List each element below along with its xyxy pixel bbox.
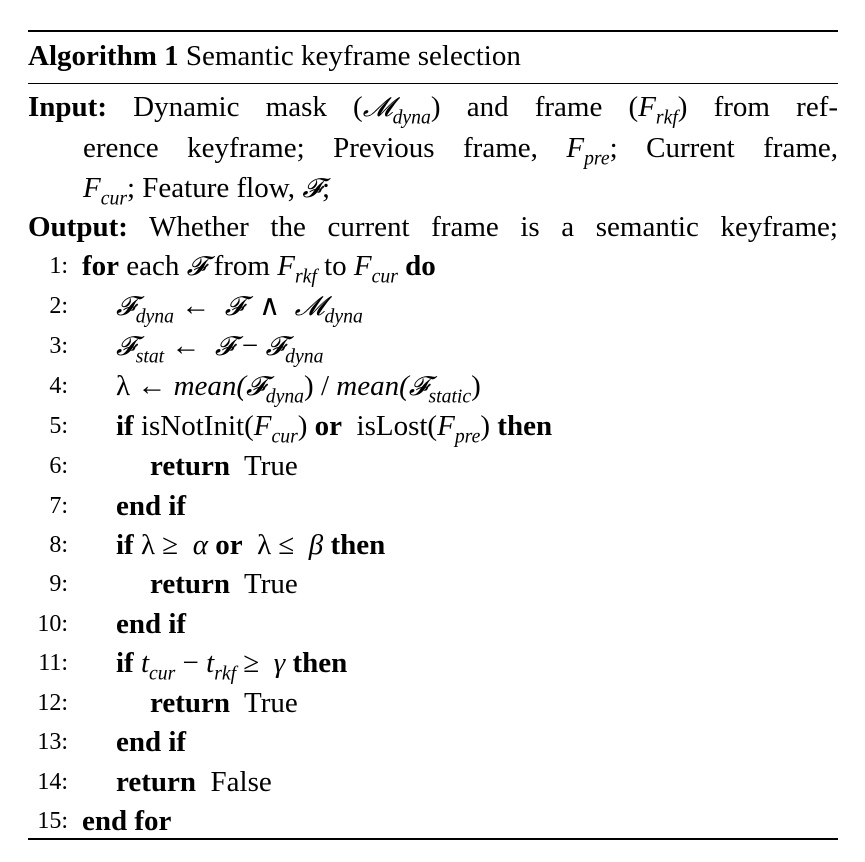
symbol: 𝓕 (116, 291, 136, 322)
line-number: 15: (37, 808, 68, 834)
text: λ (140, 529, 156, 561)
algo-line-4 (0, 366, 865, 406)
symbol: 𝓕 (265, 331, 286, 362)
keyword: then (292, 647, 348, 679)
line-number: 8: (49, 532, 68, 558)
text: ) and frame ( (430, 91, 639, 123)
line-code (116, 406, 552, 446)
subscript: dyna (285, 345, 324, 368)
line-number: 3: (49, 333, 68, 359)
text: ; (321, 172, 331, 204)
text: True (244, 568, 298, 600)
line-code (116, 525, 385, 565)
text: − (241, 330, 259, 362)
keyword: return (150, 687, 231, 719)
subscript: cur (271, 425, 298, 448)
keyword: if (116, 647, 134, 679)
subscript: rkf (294, 265, 317, 288)
line-code (82, 246, 436, 287)
line-number: 5: (49, 413, 68, 439)
symbol: 𝓜 (294, 291, 325, 322)
subscript: dyna (324, 305, 363, 328)
subscript: cur (100, 187, 127, 210)
text: True (244, 450, 298, 482)
keyword: then (330, 529, 386, 561)
text: γ (273, 647, 286, 679)
algo-line-13 (0, 722, 865, 762)
text: erence keyframe; Previous frame, (83, 132, 538, 164)
symbol: t (140, 647, 150, 679)
keyword: do (405, 250, 436, 282)
text: ) (480, 410, 491, 442)
subscript: rkf (214, 662, 237, 685)
line-code: end if (116, 490, 187, 522)
line-code (150, 446, 298, 486)
keyword: for (82, 250, 120, 282)
subscript: cur (371, 265, 398, 288)
symbol: F (638, 91, 656, 123)
text: ≥ (243, 647, 260, 679)
text: False (210, 766, 272, 798)
line-number: 6: (49, 453, 68, 479)
line-number: 2: (49, 293, 68, 319)
text: / (320, 370, 330, 402)
keyword: return (150, 450, 231, 482)
input-line-2 (28, 128, 838, 168)
text: isLost( (356, 410, 438, 442)
subscript: dyna (265, 385, 305, 408)
title-rule (28, 83, 838, 84)
symbol: F (83, 172, 101, 204)
algo-line-8 (0, 525, 865, 565)
output-block (28, 207, 838, 247)
line-number: 7: (49, 493, 68, 519)
text: ) (304, 370, 314, 402)
symbol: 𝓜 (362, 92, 393, 123)
text: from (213, 250, 270, 282)
text: ) (297, 410, 308, 442)
line-number: 4: (49, 373, 68, 399)
keyword: or (314, 410, 343, 442)
subscript: dyna (392, 106, 431, 129)
text: True (244, 687, 298, 719)
symbol: F (353, 250, 372, 282)
subscript: stat (135, 345, 165, 368)
algo-line-14 (0, 762, 865, 802)
text: α (192, 529, 208, 561)
symbol: 𝓕 (186, 251, 207, 282)
subscript: static (428, 385, 472, 408)
line-code (116, 326, 323, 367)
text: λ (116, 370, 131, 402)
input-line-1 (28, 87, 838, 128)
symbol: 𝓕 (302, 173, 322, 204)
input-label: Input: (28, 91, 107, 123)
subscript: pre (584, 147, 610, 170)
line-code: end if (116, 726, 187, 758)
text: − (182, 647, 199, 679)
algo-line-6 (0, 446, 865, 486)
algorithm-title (28, 36, 521, 76)
keyword: then (497, 410, 553, 442)
text: ∧ (258, 290, 281, 322)
text: Dynamic mask ( (133, 91, 363, 123)
top-rule (28, 30, 838, 32)
algo-line-15 (0, 801, 865, 841)
subscript: pre (454, 425, 481, 448)
input-line-3 (28, 168, 838, 209)
algorithm-label: Algorithm 1 (28, 40, 179, 72)
line-number: 13: (37, 729, 68, 755)
symbol: F (277, 250, 295, 282)
keyword: or (215, 529, 243, 561)
line-code (116, 762, 272, 802)
text: mean( (336, 370, 409, 402)
text: isNotInit( (140, 410, 254, 442)
symbol: 𝓕 (246, 371, 266, 402)
line-number: 10: (37, 611, 68, 637)
algorithm-name: Semantic keyframe selection (185, 40, 521, 72)
line-code: end for (82, 805, 172, 837)
algo-line-11 (0, 643, 865, 683)
output-label: Output: (28, 211, 128, 243)
text: ; Feature flow, (126, 172, 296, 204)
text: ) from ref- (677, 91, 839, 123)
output-text: Whether the current frame is a semantic keyframe; (149, 211, 838, 243)
text: ← (171, 330, 201, 362)
line-number: 1: (49, 253, 68, 279)
keyword: if (116, 410, 134, 442)
text: to (324, 250, 347, 282)
line-number: 9: (49, 571, 68, 597)
symbol: 𝓕 (116, 331, 136, 362)
line-code (116, 643, 347, 683)
symbol: 𝓕 (408, 371, 429, 402)
text: ) (471, 370, 481, 402)
algo-line-12 (0, 683, 865, 723)
symbol: F (253, 410, 272, 442)
line-code: end if (116, 608, 187, 640)
symbol: F (566, 132, 585, 164)
symbol: 𝓕 (214, 331, 235, 362)
line-number: 12: (37, 690, 68, 716)
symbol: 𝓕 (224, 291, 245, 322)
text: ← (181, 290, 211, 322)
text: ; Current frame, (609, 132, 839, 164)
text: ≥ (162, 529, 179, 561)
text: ≤ (278, 529, 295, 561)
subscript: cur (149, 662, 176, 685)
algo-line-1 (0, 246, 865, 286)
keyword: return (116, 766, 197, 798)
algo-line-10 (0, 604, 865, 644)
line-code (150, 683, 298, 723)
text: ← (137, 370, 167, 402)
algo-line-2 (0, 286, 865, 326)
bottom-rule (28, 838, 838, 840)
algo-line-7 (0, 486, 865, 526)
text: mean( (173, 370, 247, 402)
symbol: t (206, 647, 215, 679)
text: λ (257, 529, 272, 561)
keyword: return (150, 568, 231, 600)
keyword: if (116, 529, 134, 561)
line-code (150, 564, 298, 604)
line-number: 11: (38, 650, 68, 676)
input-block (28, 87, 838, 209)
symbol: F (437, 410, 455, 442)
algo-line-5 (0, 406, 865, 446)
algo-line-9 (0, 564, 865, 604)
line-number: 14: (37, 769, 68, 795)
line-code (116, 286, 363, 327)
text: β (308, 529, 324, 561)
algo-line-3 (0, 326, 865, 366)
text: each (126, 250, 180, 282)
subscript: rkf (655, 106, 678, 129)
line-code (116, 366, 481, 407)
subscript: dyna (135, 305, 174, 328)
